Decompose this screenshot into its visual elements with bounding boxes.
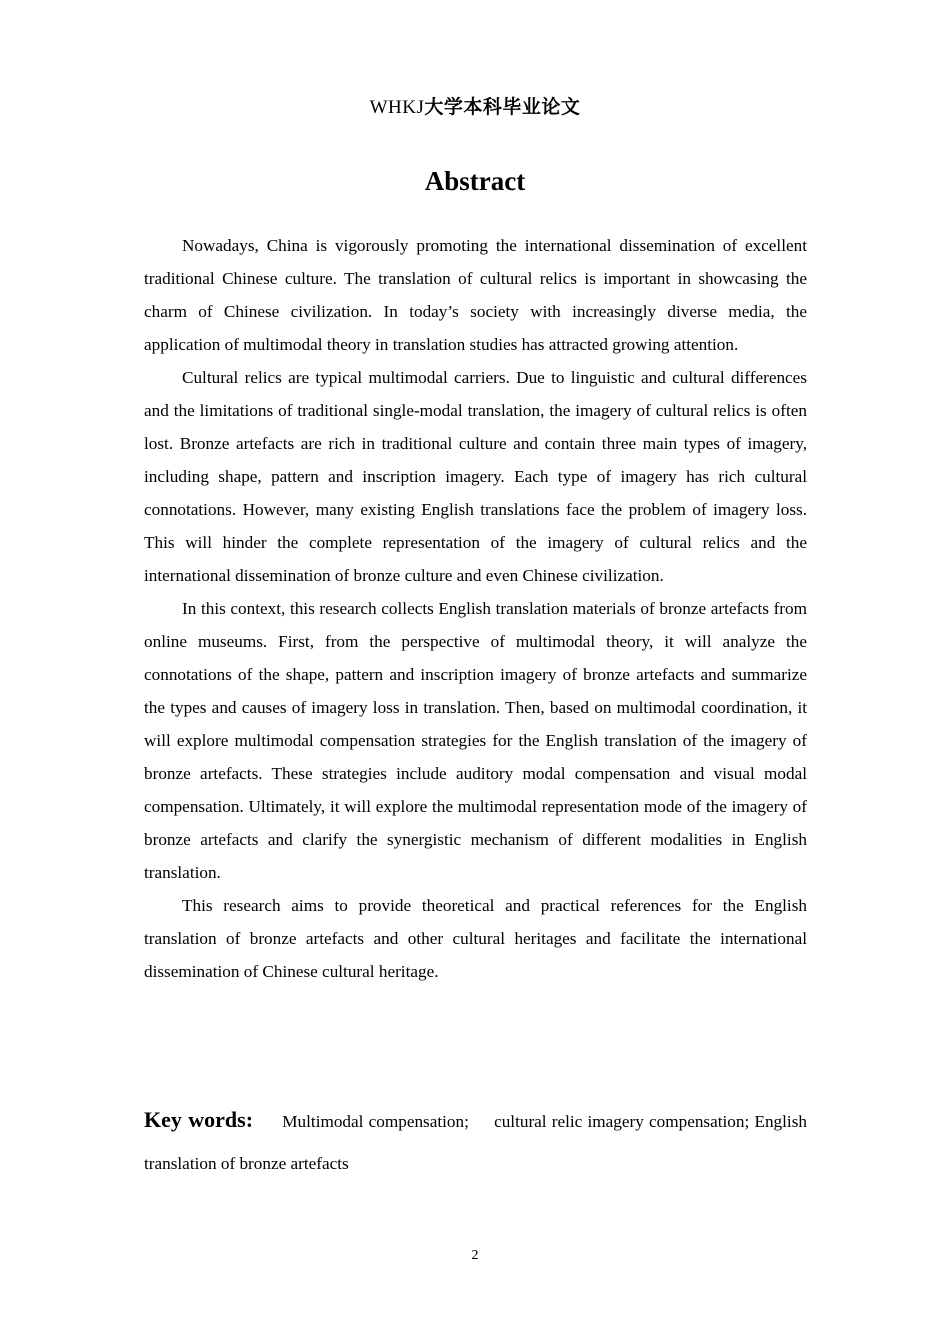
page-title: Abstract	[424, 166, 526, 196]
keywords-section	[144, 1099, 807, 1185]
page-number: 2	[471, 1248, 479, 1263]
abstract-paragraph-3: In this context, this research collects English translation materials of bronze artefacts from online museums. First, from the perspective of multimodal theory, it will analyze the connotations of the shape, pattern and inscription imagery of bronze artefacts and summarize the types and causes of imagery loss in translation. Then, based on multimodal coordination, it will explore multimodal compensation strategies for the English translation of the imagery of bronze artefacts. These strategies include auditory modal compensation and visual modal compensation. Ultimately, it will explore the multimodal representation mode of the imagery of bronze artefacts and clarify the synergistic mechanism of different modalities in English translation.	[144, 599, 807, 882]
abstract-paragraph-4: This research aims to provide theoretical and practical references for the English translation of bronze artefacts and other cultural heritages and facilitate the international dissemination of Chinese cultural heritage.	[144, 896, 807, 981]
abstract-body	[144, 229, 807, 988]
keyword-item-3: English translation of bronze artefacts	[144, 1112, 807, 1173]
abstract-paragraph-1: Nowadays, China is vigorously promoting the international dissemination of excellent traditional Chinese culture. The translation of cultural relics is important in showcasing the charm of Chinese civilization. In today’s society with increasingly diverse media, the application of multimodal theory in translation studies has attracted growing attention.	[144, 236, 807, 354]
keyword-item-2: cultural relic imagery compensation;	[494, 1112, 750, 1131]
keyword-item-1: Multimodal compensation;	[282, 1112, 469, 1131]
keywords-label: Key words:	[144, 1107, 254, 1132]
abstract-paragraph-2: Cultural relics are typical multimodal carriers. Due to linguistic and cultural differences and the limitations of traditional single-modal translation, the imagery of cultural relics is often lost. Bronze artefacts are rich in traditional culture and contain three main types of imagery, including shape, pattern and inscription imagery. Each type of imagery has rich cultural connotations. However, many existing English translations face the problem of imagery loss. This will hinder the complete representation of the imagery of cultural relics and the international dissemination of bronze culture and even Chinese civilization.	[144, 368, 807, 585]
header-institution-code: WHKJ	[369, 97, 425, 118]
running-header	[0, 94, 950, 121]
header-document-type: 大学本科毕业论文	[424, 96, 581, 118]
